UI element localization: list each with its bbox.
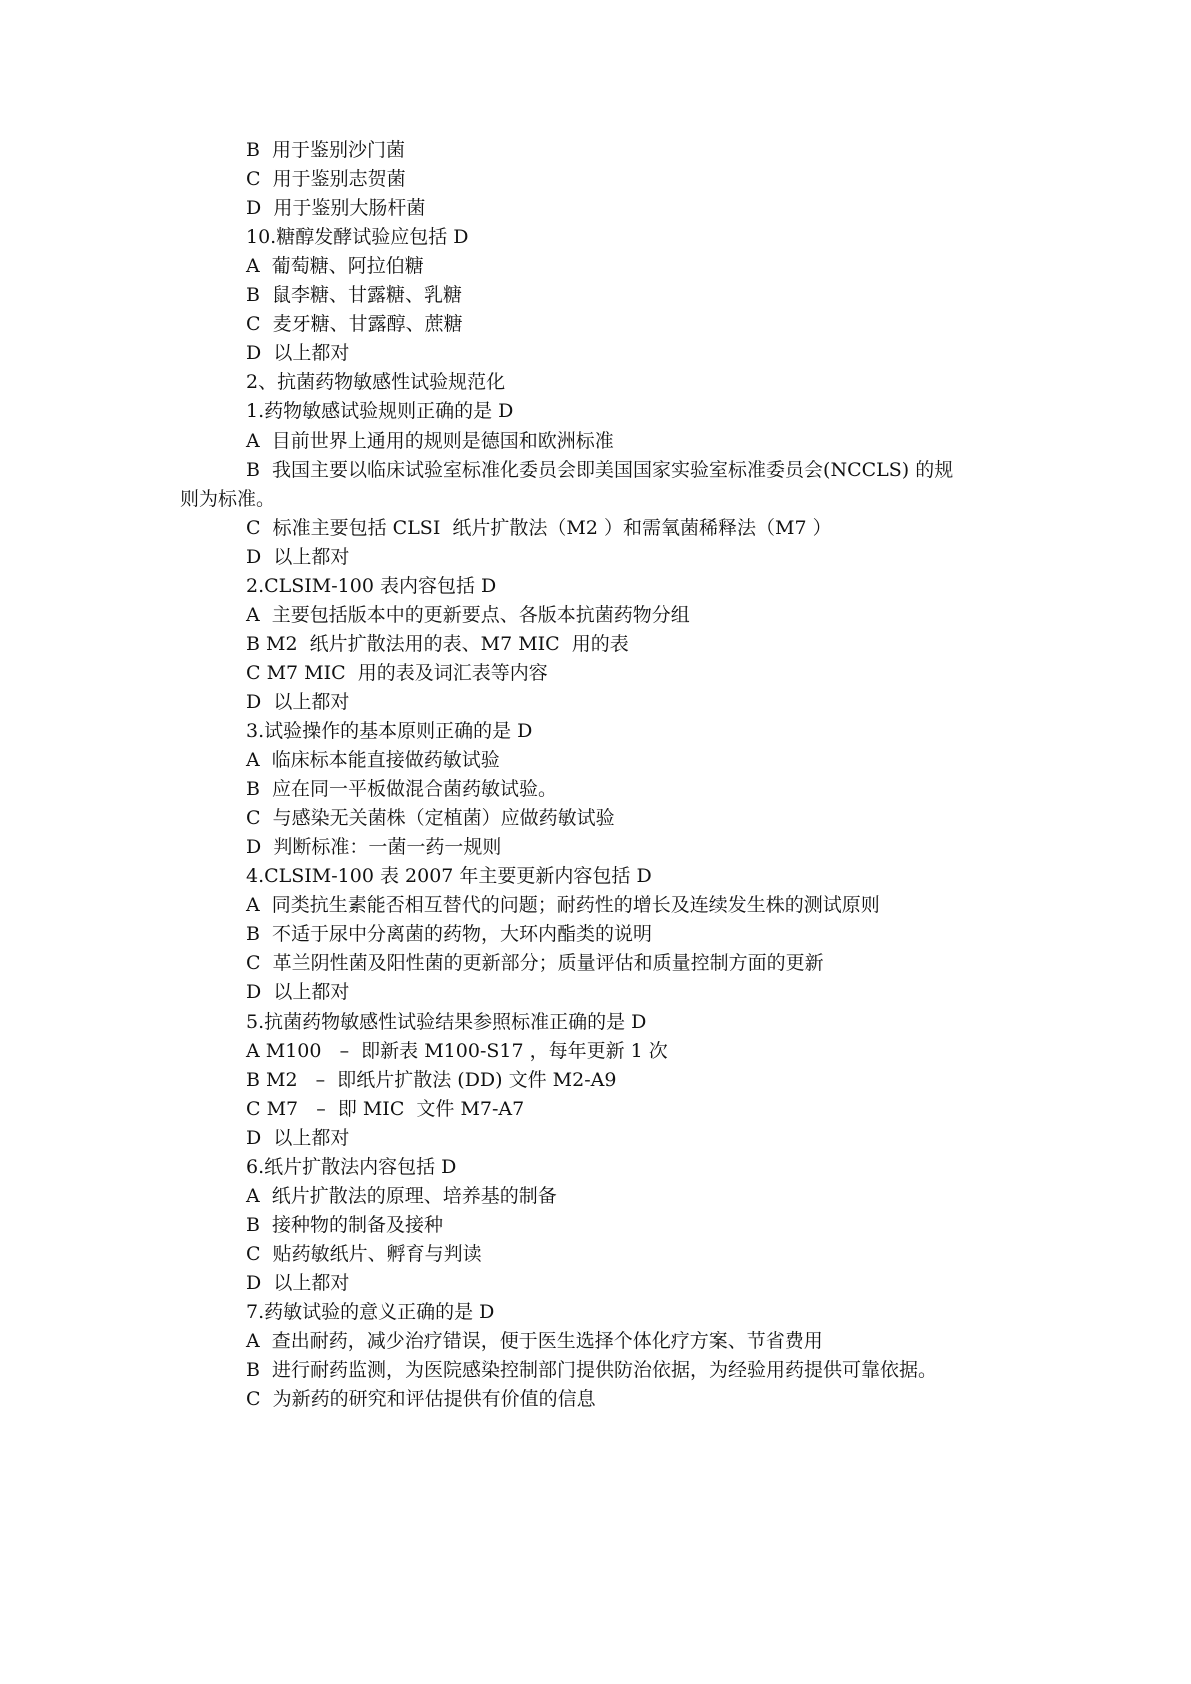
text-line: 10.糖醇发酵试验应包括 D xyxy=(246,226,469,248)
text-line: B 用于鉴别沙门菌 xyxy=(246,139,406,161)
text-line: 3.试验操作的基本原则正确的是 D xyxy=(246,720,533,742)
text-line: 6.纸片扩散法内容包括 D xyxy=(246,1156,457,1178)
text-line: A 目前世界上通用的规则是德国和欧洲标准 xyxy=(246,430,614,452)
text-line: B M2 – 即纸片扩散法 (DD) 文件 M2-A9 xyxy=(246,1069,617,1091)
text-line: 7.药敏试验的意义正确的是 D xyxy=(246,1301,495,1323)
text-line: C M7 – 即 MIC 文件 M7-A7 xyxy=(246,1098,525,1120)
text-line: C 与感染无关菌株（定植菌）应做药敏试验 xyxy=(246,807,615,829)
text-line: B M2 纸片扩散法用的表、M7 MIC 用的表 xyxy=(246,633,629,655)
text-line: C 麦牙糖、甘露醇、蔗糖 xyxy=(246,313,463,335)
text-line: D 以上都对 xyxy=(246,342,350,364)
text-line: D 以上都对 xyxy=(246,1127,350,1149)
text-line: B 不适于尿中分离菌的药物，大环内酯类的说明 xyxy=(246,923,653,945)
text-line: 2.CLSIM-100 表内容包括 D xyxy=(246,575,497,597)
text-line: A 主要包括版本中的更新要点、各版本抗菌药物分组 xyxy=(246,604,690,626)
text-line: D 判断标准：一菌一药一规则 xyxy=(246,836,502,858)
text-line: 4.CLSIM-100 表 2007 年主要更新内容包括 D xyxy=(246,865,652,887)
text-line: 1.药物敏感试验规则正确的是 D xyxy=(246,400,514,422)
text-line: D 以上都对 xyxy=(246,981,350,1003)
text-line: C M7 MIC 用的表及词汇表等内容 xyxy=(246,662,548,684)
text-line: D 以上都对 xyxy=(246,546,350,568)
text-line: B 鼠李糖、甘露糖、乳糖 xyxy=(246,284,463,306)
text-line: A 葡萄糖、阿拉伯糖 xyxy=(246,255,424,277)
text-line: A 临床标本能直接做药敏试验 xyxy=(246,749,500,771)
text-line: A M100 – 即新表 M100-S17 ，每年更新 1 次 xyxy=(246,1040,668,1062)
text-line: C 革兰阴性菌及阳性菌的更新部分；质量评估和质量控制方面的更新 xyxy=(246,952,824,974)
text-line: C 为新药的研究和评估提供有价值的信息 xyxy=(246,1388,596,1410)
text-line: D 以上都对 xyxy=(246,691,350,713)
text-line: C 标准主要包括 CLSI 纸片扩散法（M2 ）和需氧菌稀释法（M7 ） xyxy=(246,517,832,539)
text-line: 2、抗菌药物敏感性试验规范化 xyxy=(246,371,506,393)
text-line: 则为标准。 xyxy=(180,488,276,510)
text-line: B 进行耐药监测，为医院感染控制部门提供防治依据，为经验用药提供可靠依据。 xyxy=(246,1359,938,1381)
text-line: A 查出耐药，减少治疗错误，便于医生选择个体化疗方案、节省费用 xyxy=(246,1330,823,1352)
text-line: 5.抗菌药物敏感性试验结果参照标准正确的是 D xyxy=(246,1011,647,1033)
text-line: D 用于鉴别大肠杆菌 xyxy=(246,197,426,219)
text-line: B 我国主要以临床试验室标准化委员会即美国国家实验室标准委员会(NCCLS) 的规 xyxy=(246,459,954,481)
text-line: B 应在同一平板做混合菌药敏试验。 xyxy=(246,778,558,800)
text-line: C 贴药敏纸片、孵育与判读 xyxy=(246,1243,482,1265)
text-line: D 以上都对 xyxy=(246,1272,350,1294)
text-line: A 同类抗生素能否相互替代的问题；耐药性的增长及连续发生株的测试原则 xyxy=(246,894,880,916)
text-line: A 纸片扩散法的原理、培养基的制备 xyxy=(246,1185,557,1207)
text-line: C 用于鉴别志贺菌 xyxy=(246,168,406,190)
text-line: B 接种物的制备及接种 xyxy=(246,1214,444,1236)
